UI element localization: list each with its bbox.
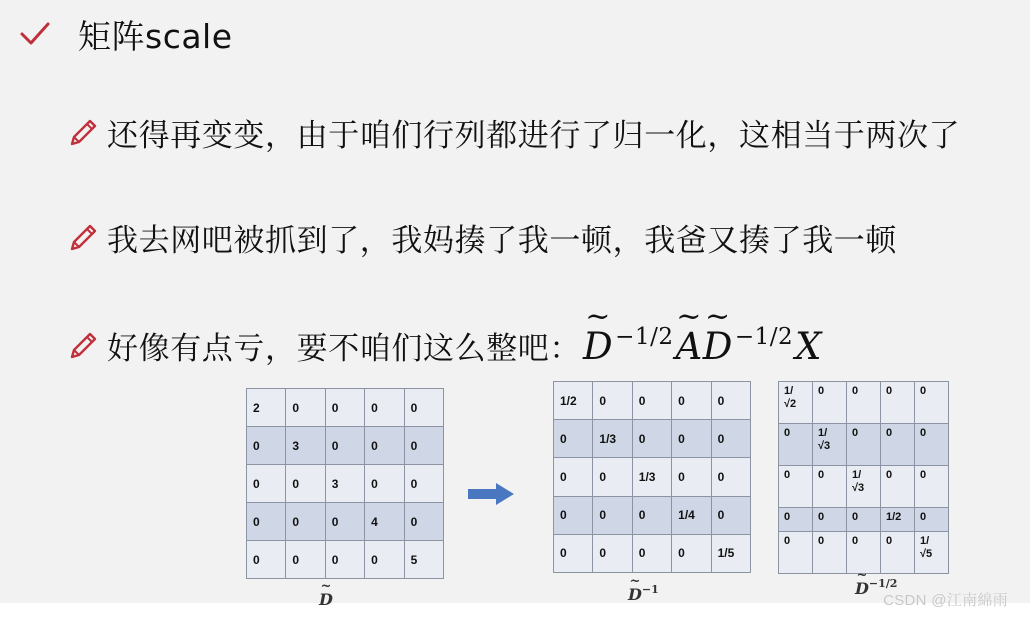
matrix-cell: 0 bbox=[632, 382, 671, 420]
matrix-row bbox=[247, 503, 444, 541]
matrix-cell: 4 bbox=[365, 503, 404, 541]
matrix-cell: 0 bbox=[672, 534, 711, 572]
bullet-text: 好像有点亏，要不咱们这么整吧： bbox=[107, 331, 581, 367]
matrix-row bbox=[554, 496, 751, 534]
matrix-cell: 0 bbox=[779, 531, 813, 573]
matrix-cell: 0 bbox=[813, 531, 847, 573]
matrix-cell: 0 bbox=[711, 496, 750, 534]
formula-exponent: −1/2 bbox=[615, 323, 674, 350]
matrix-cell: 0 bbox=[881, 382, 915, 424]
matrix-cell: 0 bbox=[915, 382, 949, 424]
right-arrow-icon bbox=[468, 483, 514, 505]
caption-symbol: ~ D bbox=[855, 579, 869, 598]
matrix-cell: 0 bbox=[554, 420, 593, 458]
bullet-3 bbox=[66, 323, 822, 368]
matrix-cell: 2 bbox=[247, 389, 286, 427]
matrix-cell: 1/5 bbox=[711, 534, 750, 572]
matrix-cell: 0 bbox=[365, 541, 404, 579]
bullet-text: 我去网吧被抓到了，我妈揍了我一顿，我爸又揍了我一顿 bbox=[107, 223, 897, 259]
inverse-sqrt-degree-matrix bbox=[778, 381, 949, 574]
matrix-cell: 1/3 bbox=[632, 458, 671, 496]
matrix-row bbox=[247, 427, 444, 465]
matrix-cell: 0 bbox=[554, 458, 593, 496]
matrix-cell: 1/ √2 bbox=[779, 382, 813, 424]
section-heading bbox=[18, 10, 233, 58]
matrix-cell: 0 bbox=[672, 420, 711, 458]
matrix-cell: 0 bbox=[711, 382, 750, 420]
matrix-cell: 0 bbox=[779, 424, 813, 466]
caption-d bbox=[319, 590, 333, 609]
matrix-cell: 0 bbox=[672, 458, 711, 496]
matrix-cell: 0 bbox=[779, 508, 813, 532]
matrix-row bbox=[554, 420, 751, 458]
matrix-cell: 0 bbox=[593, 534, 632, 572]
matrix-cell: 0 bbox=[247, 541, 286, 579]
matrix-cell: 0 bbox=[915, 508, 949, 532]
matrix-cell: 1/ √5 bbox=[915, 531, 949, 573]
bullet-2 bbox=[66, 215, 897, 260]
matrix-cell: 0 bbox=[404, 503, 443, 541]
matrix-cell: 0 bbox=[404, 465, 443, 503]
matrix-cell: 0 bbox=[247, 427, 286, 465]
matrix-cell: 1/ √3 bbox=[847, 466, 881, 508]
matrix-row bbox=[779, 466, 949, 508]
matrix-cell: 0 bbox=[847, 382, 881, 424]
formula-d-tilde: ~ D bbox=[583, 325, 613, 368]
matrix-cell: 0 bbox=[593, 382, 632, 420]
bullet-1 bbox=[66, 110, 960, 155]
matrix-cell: 0 bbox=[554, 496, 593, 534]
check-icon bbox=[18, 17, 52, 51]
matrix-cell: 0 bbox=[593, 458, 632, 496]
matrix-cell: 0 bbox=[632, 496, 671, 534]
matrix-cell: 0 bbox=[325, 427, 364, 465]
caption-exponent: −1 bbox=[641, 583, 659, 596]
matrix-cell: 1/ √3 bbox=[813, 424, 847, 466]
matrix-cell: 0 bbox=[672, 382, 711, 420]
degree-matrix bbox=[246, 388, 444, 579]
matrix-cell: 0 bbox=[847, 531, 881, 573]
matrix-row bbox=[554, 534, 751, 572]
matrix-cell: 0 bbox=[554, 534, 593, 572]
matrix-cell: 0 bbox=[813, 466, 847, 508]
matrix-cell: 5 bbox=[404, 541, 443, 579]
matrix-cell: 0 bbox=[813, 382, 847, 424]
matrix-cell: 0 bbox=[881, 424, 915, 466]
normalization-formula bbox=[583, 324, 822, 368]
matrix-row bbox=[554, 382, 751, 420]
watermark: CSDN @江南綿雨 bbox=[883, 592, 1008, 609]
matrix-cell: 0 bbox=[325, 389, 364, 427]
matrix-cell: 1/4 bbox=[672, 496, 711, 534]
matrix-row bbox=[247, 465, 444, 503]
matrix-cell: 0 bbox=[404, 389, 443, 427]
pencil-icon bbox=[66, 221, 100, 255]
matrix-cell: 0 bbox=[779, 466, 813, 508]
matrix-cell: 0 bbox=[847, 424, 881, 466]
matrix-cell: 0 bbox=[365, 427, 404, 465]
caption-exponent: −1/2 bbox=[868, 577, 898, 590]
matrix-cell: 0 bbox=[915, 466, 949, 508]
matrix-cell: 0 bbox=[711, 458, 750, 496]
matrix-row bbox=[779, 508, 949, 532]
inverse-degree-matrix bbox=[553, 381, 751, 573]
matrix-cell: 0 bbox=[325, 541, 364, 579]
matrix-cell: 0 bbox=[286, 389, 325, 427]
matrix-cell: 1/2 bbox=[881, 508, 915, 532]
matrix-cell: 0 bbox=[325, 503, 364, 541]
matrix-row bbox=[554, 458, 751, 496]
matrix-cell: 0 bbox=[847, 508, 881, 532]
matrix-cell: 3 bbox=[325, 465, 364, 503]
matrix-cell: 1/2 bbox=[554, 382, 593, 420]
formula-x: X bbox=[795, 324, 823, 368]
pencil-icon bbox=[66, 116, 100, 150]
matrix-cell: 0 bbox=[881, 531, 915, 573]
matrix-row bbox=[779, 382, 949, 424]
matrix-cell: 0 bbox=[404, 427, 443, 465]
matrix-cell: 0 bbox=[247, 503, 286, 541]
matrix-cell: 0 bbox=[915, 424, 949, 466]
matrix-cell: 0 bbox=[632, 534, 671, 572]
matrix-cell: 3 bbox=[286, 427, 325, 465]
matrix-cell: 0 bbox=[286, 465, 325, 503]
matrix-cell: 0 bbox=[286, 541, 325, 579]
matrix-cell: 0 bbox=[711, 420, 750, 458]
formula-a-tilde: ~ A bbox=[675, 325, 702, 368]
matrix-row bbox=[247, 389, 444, 427]
matrix-cell: 0 bbox=[813, 508, 847, 532]
pencil-icon bbox=[66, 329, 100, 363]
matrix-cell: 0 bbox=[593, 496, 632, 534]
matrix-cell: 1/3 bbox=[593, 420, 632, 458]
caption-d-inverse bbox=[628, 583, 659, 604]
bullet-text: 还得再变变，由于咱们行列都进行了归一化，这相当于两次了 bbox=[107, 118, 961, 154]
matrix-cell: 0 bbox=[881, 466, 915, 508]
formula-exponent: −1/2 bbox=[734, 323, 794, 350]
matrix-cell: 0 bbox=[286, 503, 325, 541]
formula-d-tilde: ~ D bbox=[703, 325, 733, 368]
matrix-row bbox=[247, 541, 444, 579]
caption-symbol: ~ D bbox=[628, 585, 642, 604]
matrix-cell: 0 bbox=[365, 389, 404, 427]
section-title: 矩阵scale bbox=[78, 16, 233, 56]
matrix-cell: 0 bbox=[365, 465, 404, 503]
matrix-cell: 0 bbox=[247, 465, 286, 503]
matrix-cell: 0 bbox=[632, 420, 671, 458]
matrix-row bbox=[779, 424, 949, 466]
caption-symbol: ~ D bbox=[319, 590, 333, 609]
page-bottom-band bbox=[0, 603, 1030, 617]
